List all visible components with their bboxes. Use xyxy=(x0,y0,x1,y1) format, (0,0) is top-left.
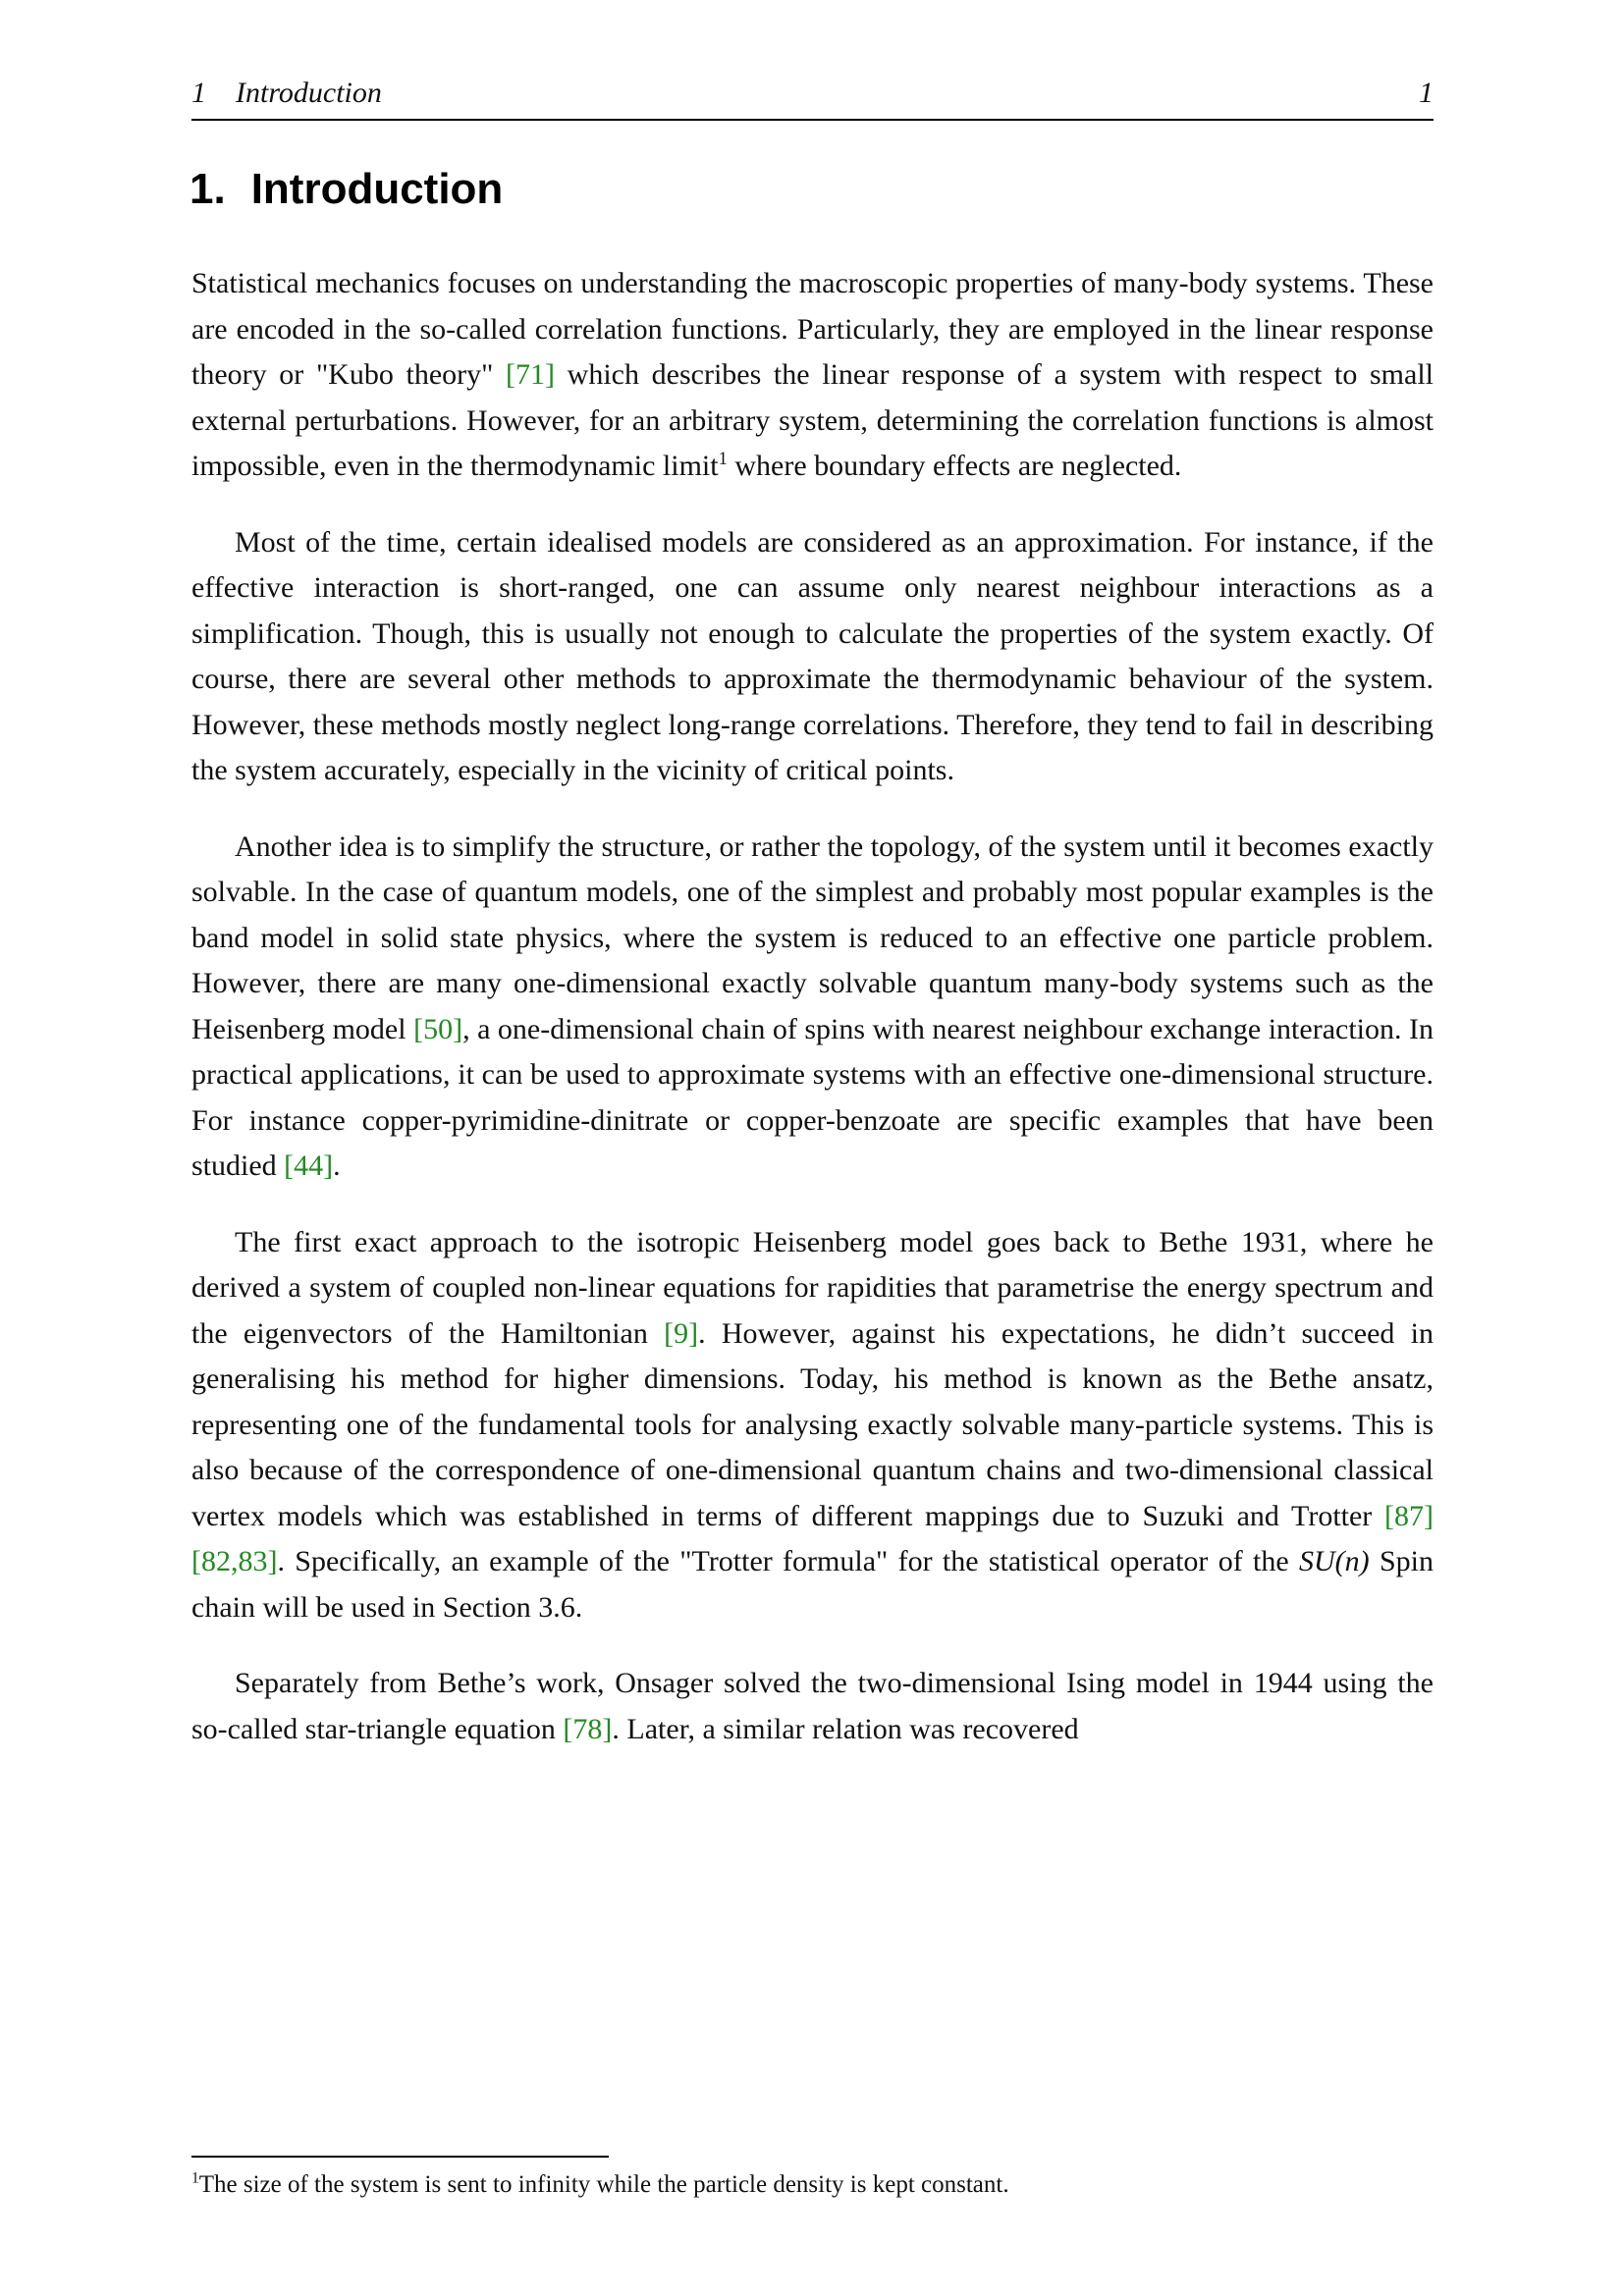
citation-link[interactable]: [78] xyxy=(563,1712,613,1745)
text-run: . xyxy=(333,1149,341,1182)
text-run: which describes the linear response of a system with respect to small external perturbations. However, for an arbitrary system, determining the correlation functions is almost impossible, even in the thermodynamic limit xyxy=(191,358,1434,482)
footnote xyxy=(191,2169,1434,2201)
citation-link[interactable]: [9] xyxy=(664,1316,699,1350)
citation-link[interactable]: [87] xyxy=(1384,1499,1434,1532)
paragraph xyxy=(191,1220,1434,1631)
section-title xyxy=(189,165,503,214)
citation-link[interactable]: [82,83] xyxy=(191,1545,278,1577)
footnote-reference: 1 xyxy=(718,449,728,469)
inline-math: SU(n) xyxy=(1299,1545,1370,1577)
footnote-text: The size of the system is sent to infinity while the particle density is kept constant. xyxy=(198,2171,1009,2198)
header-rule xyxy=(191,119,1434,121)
paragraph xyxy=(191,261,1434,490)
paragraph xyxy=(191,825,1434,1190)
footnote-marker: 1 xyxy=(191,2169,199,2187)
text-run: The first exact approach to the isotropic Heisenberg model goes back to Bethe 1931, where he derived a system of coupled non-linear equations for rapidities that parametrise the energy spectrum and the eigenvectors of the Hamiltonian xyxy=(191,1225,1434,1350)
citation-link[interactable]: [44] xyxy=(284,1149,334,1182)
text-run: . Specifically, an example of the "Trotter formula" for the statistical operator of the xyxy=(277,1545,1299,1577)
text-run: Statistical mechanics focuses on understanding the macroscopic properties of many-body systems. These are encoded in the so-called correlation functions. Particularly, they are employed in the linear response theory or "Kubo theory" xyxy=(191,267,1434,391)
header-page-number: 1 xyxy=(1419,77,1434,109)
text-run: , a one-dimensional chain of spins with nearest neighbour exchange interaction. In practical applications, it can be used to approximate systems with an effective one-dimensional structure. For instance copper-pyrimidine-dinitrate or copper-benzoate are specific examples that have been studied xyxy=(191,1012,1434,1182)
text-run: Spin chain will be used in Section 3.6. xyxy=(191,1545,1434,1624)
footnote-area xyxy=(191,2156,1434,2201)
text-run: . However, against his expectations, he didn’t succeed in generalising his method for higher dimensions. Today, his method is known as the Bethe ansatz, representing one of the fundamental tools for analysing exactly solvable many-particle systems. This is also because of the correspondence of one-dimensional quantum chains and two-dimensional classical vertex models which was established in terms of different mappings due to Suzuki and Trotter xyxy=(191,1316,1435,1532)
citation-link[interactable]: [50] xyxy=(413,1012,463,1045)
paragraph xyxy=(191,520,1434,794)
header-chapter-title: Introduction xyxy=(236,77,382,109)
text-run: where boundary effects are neglected. xyxy=(727,450,1182,482)
text-run: . Later, a similar relation was recovered xyxy=(612,1712,1079,1745)
citation-link[interactable]: [71] xyxy=(506,358,556,391)
section-number: 1. xyxy=(189,165,226,213)
paragraph xyxy=(191,1661,1434,1752)
header-chapter-number: 1 xyxy=(191,77,206,109)
body-paragraphs xyxy=(191,261,1434,1783)
text-run: Another idea is to simplify the structure, or rather the topology, of the system until it becomes exactly solvable. In the case of quantum models, one of the simplest and probably most popular examples is the band model in solid state physics, where the system is reduced to an effective one particle problem. However, there are many one-dimensional exactly solvable quantum many-body systems such as the Heisenberg model xyxy=(191,829,1434,1045)
header-section-label xyxy=(191,77,382,110)
text-run: Separately from Bethe’s work, Onsager solved the two-dimensional Ising model in 1944 using the so-called star-triangle equation xyxy=(191,1667,1434,1745)
text-run: Most of the time, certain idealised models are considered as an approximation. For instance, if the effective interaction is short-ranged, one can assume only nearest neighbour interactions as a simplification. Though, this is usually not enough to calculate the properties of the system exactly. Of course, there are several other methods to approximate the thermodynamic behaviour of the system. However, these methods mostly neglect long-range correlations. Therefore, they tend to fail in describing the system accurately, especially in the vicinity of critical points. xyxy=(191,525,1434,786)
section-title-text: Introduction xyxy=(250,165,504,213)
footnote-rule xyxy=(191,2156,609,2158)
running-header xyxy=(191,77,1434,110)
